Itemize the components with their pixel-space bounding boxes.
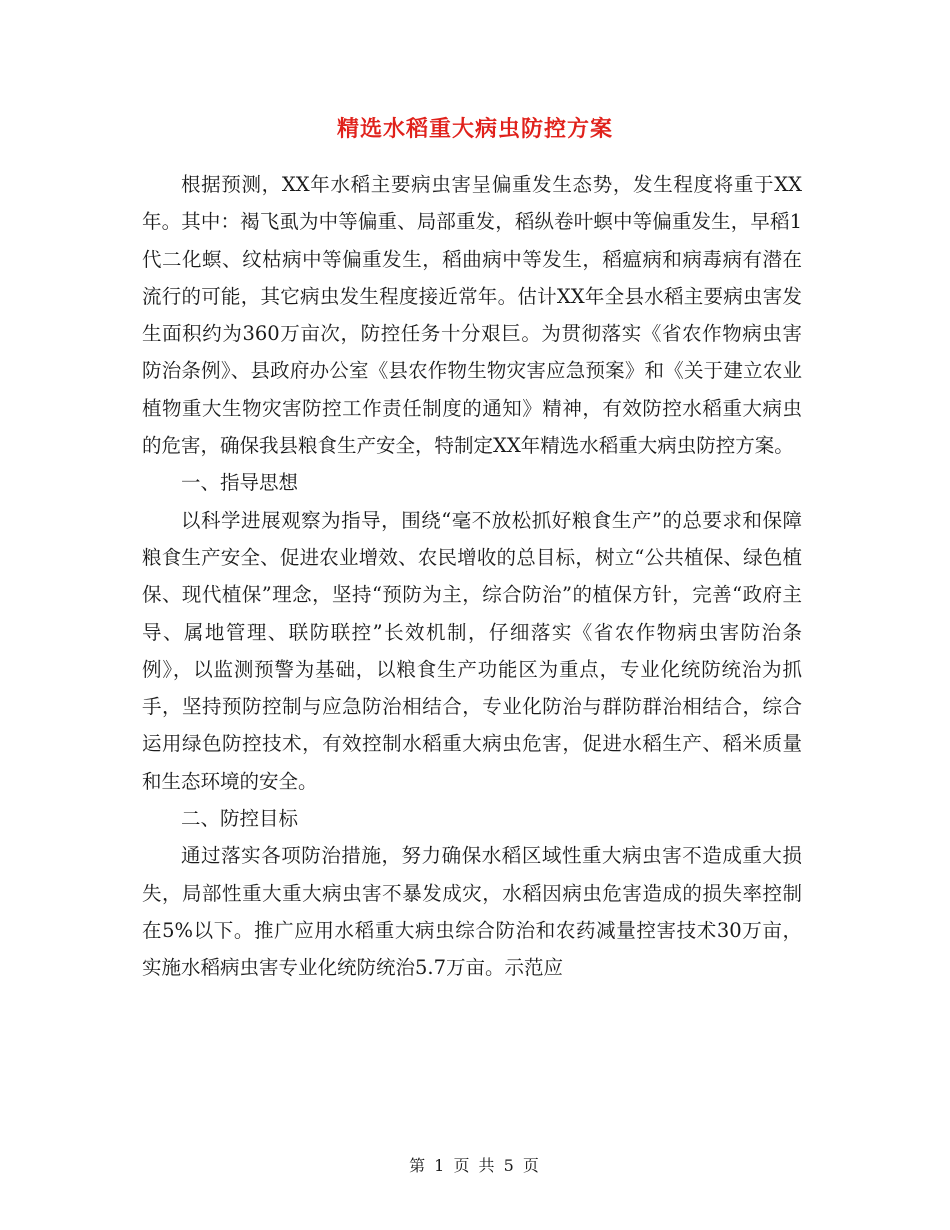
section-heading-control-targets: 二、防控目标	[181, 807, 299, 831]
paragraph-intro: 根据预测，XX年水稻主要病虫害呈偏重发生态势，发生程度将重于XX年。其中：褐飞虱为中等偏重、局部重发，稻纵卷叶螟中等偏重发生，早稻1代二化螟、纹枯病中等偏重发生，稻曲病中等发生，稻瘟病和病毒病有潜在流行的可能，其它病虫发生程度接近常年。估计XX年全县水稻主要病虫害发生面积约为360万亩次，防控任务十分艰巨。为贯彻落实《省农作物病虫害防治条例》、县政府办公室《县农作物生物灾害应急预案》和《关于建立农业植物重大生物灾害防控工作责任制度的通知》精神，有效防控水稻重大病虫的危害，确保我县粮食生产安全，特制定XX年精选水稻重大病虫防控方案。	[142, 173, 802, 458]
page-number-footer: 第 1 页 共 5 页	[409, 1156, 541, 1175]
paragraph-guiding-ideology: 以科学进展观察为指导，围绕“毫不放松抓好粮食生产”的总要求和保障粮食生产安全、促进农业增效、农民增收的总目标，树立“公共植保、绿色植保、现代植保”理念，坚持“预防为主，综合防治”的植保方针，完善“政府主导、属地管理、联防联控”长效机制，仔细落实《省农作物病虫害防治条例》，以监测预警为基础，以粮食生产功能区为重点，专业化统防统治为抓手，坚持预防控制与应急防治相结合，专业化防治与群防群治相结合，综合运用绿色防控技术，有效控制水稻重大病虫危害，促进水稻生产、稻米质量和生态环境的安全。	[142, 508, 802, 793]
document-body	[142, 166, 802, 987]
paragraph-control-targets: 通过落实各项防治措施，努力确保水稻区域性重大病虫害不造成重大损失，局部性重大重大病虫害不暴发成灾，水稻因病虫危害造成的损失率控制在5%以下。推广应用水稻重大病虫综合防治和农药减量控害技术30万亩，实施水稻病虫害专业化统防统治5.7万亩。示范应	[142, 844, 802, 980]
document-title: 精选水稻重大病虫防控方案	[336, 116, 613, 142]
section-heading-guiding-ideology: 一、指导思想	[181, 471, 299, 495]
